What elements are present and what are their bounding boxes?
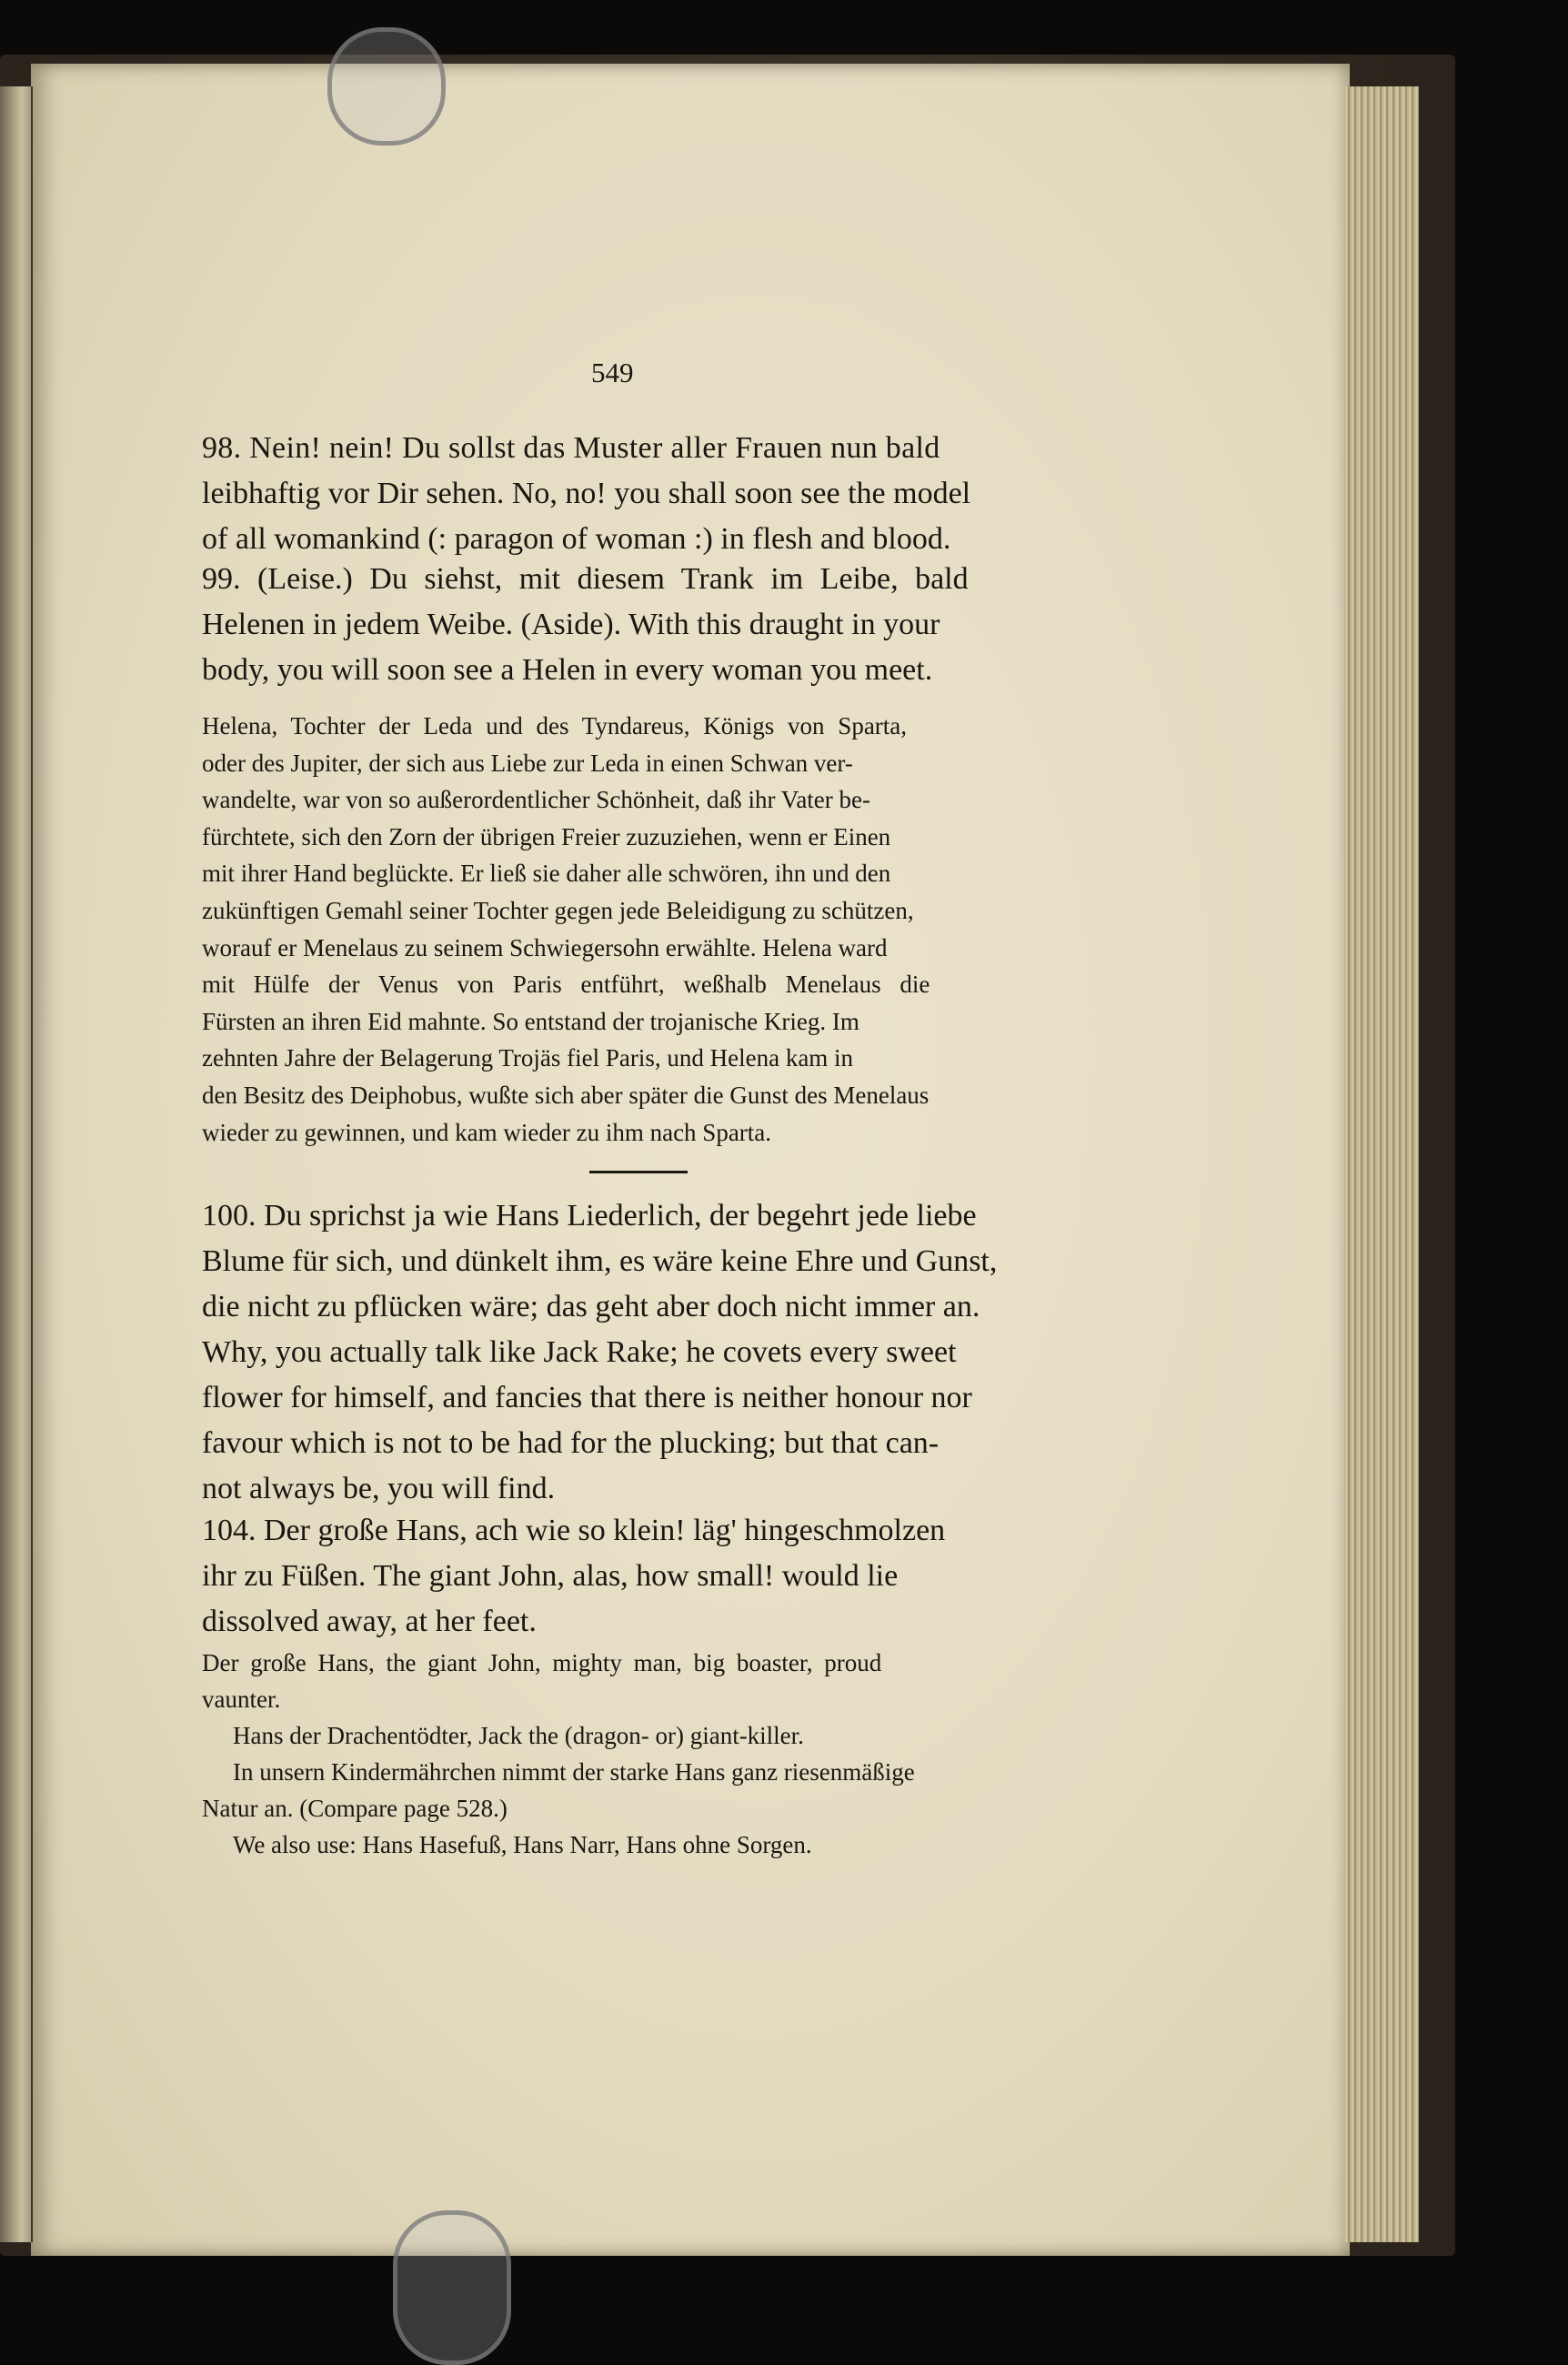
text-line: flower for himself, and fancies that there is neither honour nor	[202, 1381, 972, 1414]
text-line: favour which is not to be had for the plucking; but that can-	[202, 1426, 940, 1460]
text-line: 104. Der große Hans, ach wie so klein! läg' hingeschmolzen	[202, 1514, 946, 1547]
note-line: We also use: Hans Hasefuß, Hans Narr, Hans ohne Sorgen.	[233, 1831, 812, 1858]
note-line: In unsern Kindermährchen nimmt der starke Hans ganz riesenmäßige	[233, 1758, 915, 1786]
note-line: Fürsten an ihren Eid mahnte. So entstand der trojanische Krieg. Im	[202, 1007, 859, 1035]
note-line: Helena, Tochter der Leda und des Tyndareus, Königs von Sparta,	[202, 712, 908, 740]
text-line: 100. Du sprichst ja wie Hans Liederlich, der begehrt jede liebe	[202, 1199, 977, 1233]
paragraph-100	[202, 1193, 1075, 1512]
text-line: ihr zu Füßen. The giant John, alas, how small! would lie	[202, 1559, 899, 1593]
note-line: vaunter.	[202, 1686, 281, 1713]
note-line: fürchtete, sich den Zorn der übrigen Freier zuzuziehen, wenn er Einen	[202, 822, 891, 850]
note-line: zehnten Jahre der Belagerung Trojäs fiel Paris, und Helena kam in	[202, 1044, 854, 1072]
note-line: wandelte, war von so außerordentlicher Schönheit, daß ihr Vater be-	[202, 786, 870, 814]
page-clip-bottom	[393, 2210, 511, 2365]
note-line: Hans der Drachentödter, Jack the (dragon- or) giant-killer.	[233, 1722, 804, 1749]
text-line: 99. (Leise.) Du siehst, mit diesem Trank im Leibe, bald	[202, 562, 969, 596]
paragraph-99	[202, 557, 1075, 693]
page-clip-top	[327, 27, 446, 146]
note-line: worauf er Menelaus zu seinem Schwiegersohn erwählte. Helena ward	[202, 933, 888, 961]
text-line: die nicht zu pflücken wäre; das geht aber doch nicht immer an.	[202, 1290, 980, 1323]
text-line: not always be, you will find.	[202, 1472, 556, 1505]
text-line: 98. Nein! nein! Du sollst das Muster aller Frauen nun bald	[202, 431, 940, 465]
book-page	[31, 64, 1350, 2256]
text-line: Why, you actually talk like Jack Rake; he covets every sweet	[202, 1335, 957, 1369]
note-line: Natur an. (Compare page 528.)	[202, 1795, 508, 1822]
section-divider	[589, 1171, 688, 1173]
text-line: Helenen in jedem Weibe. (Aside). With this draught in your	[202, 608, 940, 641]
note-line: Der große Hans, the giant John, mighty man, big boaster, proud	[202, 1649, 882, 1676]
note-line: wieder zu gewinnen, und kam wieder zu ihm nach Sparta.	[202, 1118, 772, 1146]
paragraph-104	[202, 1508, 1075, 1645]
note-line: den Besitz des Deiphobus, wußte sich aber später die Gunst des Menelaus	[202, 1081, 930, 1109]
text-line: leibhaftig vor Dir sehen. No, no! you shall soon see the model	[202, 477, 971, 510]
paragraph-98	[202, 426, 1075, 562]
note-hans	[202, 1645, 1075, 1863]
note-line: oder des Jupiter, der sich aus Liebe zur Leda in einen Schwan ver-	[202, 749, 853, 777]
previous-page-edge	[0, 86, 33, 2242]
text-line: of all womankind (: paragon of woman :) in flesh and blood.	[202, 522, 951, 556]
note-line: mit Hülfe der Venus von Paris entführt, weßhalb Menelaus die	[202, 971, 930, 999]
text-line: Blume für sich, und dünkelt ihm, es wäre keine Ehre und Gunst,	[202, 1244, 998, 1278]
page-number: 549	[591, 357, 634, 388]
page-stack-edge	[1344, 86, 1419, 2242]
note-helena	[202, 708, 1075, 1151]
text-line: body, you will soon see a Helen in every woman you meet.	[202, 653, 933, 687]
note-line: mit ihrer Hand beglückte. Er ließ sie daher alle schwören, ihn und den	[202, 860, 891, 888]
note-line: zukünftigen Gemahl seiner Tochter gegen jede Beleidigung zu schützen,	[202, 896, 914, 924]
text-line: dissolved away, at her feet.	[202, 1605, 537, 1638]
